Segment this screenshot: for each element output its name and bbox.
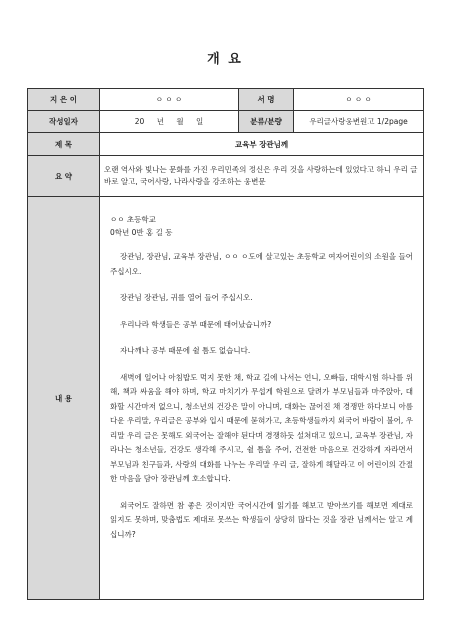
subject-label: 제 목: [28, 133, 100, 156]
author-value: ㅇ ㅇ ㅇ: [100, 89, 239, 111]
paragraph: 새벽에 일어나 아침밥도 먹지 못한 채, 학교 길에 나서는 언니, 오빠들, 대학시험 하나를 위해, 책과 싸움을 해야 하며, 학교 마치기가 무섭게 학원으로 달려가 부모님들과 마주앉아, 대화할 시간마저 없으니, 청소년의 건강은 말이 아니며, 대화는 끊어진 채 경쟁만 하다보니 아름다운 우리말, 우리글은 공부와 입시 때문에 묻혀가고, 초등학생들까지 외국어 바람이 불어, 우리말 우리 글은 못해도 외국어는 잘해야 된다며 경쟁하듯 설쳐대고 있으니, 교육부 장관님, 자라나는 청소년들, 건강도 생각해 주시고, 쉴 틈을 주어, 건전한 마음으로 건강하게 자라면서 부모님과 친구들과, 사랑의 대화를 나누는 우리말 우리 글, 잘하게 해달라고 이 어린이의 간절한 마음을 담아 장관님께 호소합니다.: [110, 372, 414, 483]
summary-value: 오랜 역사와 빛나는 문화를 가진 우리민족의 정신은 우리 것을 사랑하는데 있었다고 하니 우리 글 바로 알고, 국어사랑, 나라사랑을 강조하는 웅변문: [100, 156, 424, 197]
content-body: [100, 197, 424, 600]
page-title: 개 요: [207, 52, 243, 67]
paragraph: 자나깨나 공부 때문에 쉴 틈도 없습니다.: [120, 346, 251, 355]
category-label: 분류/분량: [239, 111, 294, 133]
author-info: [110, 213, 413, 239]
subject-value: 교육부 장관님께: [100, 133, 424, 156]
paragraph: 우리나라 학생들은 공부 때문에 태어났습니까?: [120, 319, 272, 329]
class-line: 0학년 0반 홍 길 동: [110, 228, 173, 237]
date-value: 20 년 월 일: [100, 111, 239, 133]
signature-label: 서 명: [239, 89, 294, 111]
paragraph: 장관님 장관님, 귀를 열어 들어 주십시오.: [120, 293, 253, 302]
paragraph: 외국어도 잘하면 참 좋은 것이지만 국어시간에 읽기를 해보고 받아쓰기를 해보면 제대로 읽지도 못하며, 맞춤법도 제대로 못쓰는 학생들이 상당히 많다는 것을 장관 님께서는 알고 계십니까?: [110, 500, 414, 539]
category-value: 우리글사랑웅변원고 1/2page: [294, 111, 424, 133]
date-label: 작성일자: [28, 111, 100, 133]
author-label: 지 은 이: [28, 89, 100, 111]
summary-form-table: [27, 88, 424, 600]
summary-label: 요 약: [28, 156, 100, 197]
content-label: 내 용: [28, 197, 100, 600]
school-line: ㅇㅇ 초등학교: [110, 215, 156, 224]
signature-value: ㅇ ㅇ ㅇ: [294, 89, 424, 111]
paragraph: 장관님, 장관님, 교육부 장관님, ㅇㅇ ㅇ도에 살고있는 초등학교 여자어린이의 소원을 들어 주십시오.: [110, 252, 414, 276]
